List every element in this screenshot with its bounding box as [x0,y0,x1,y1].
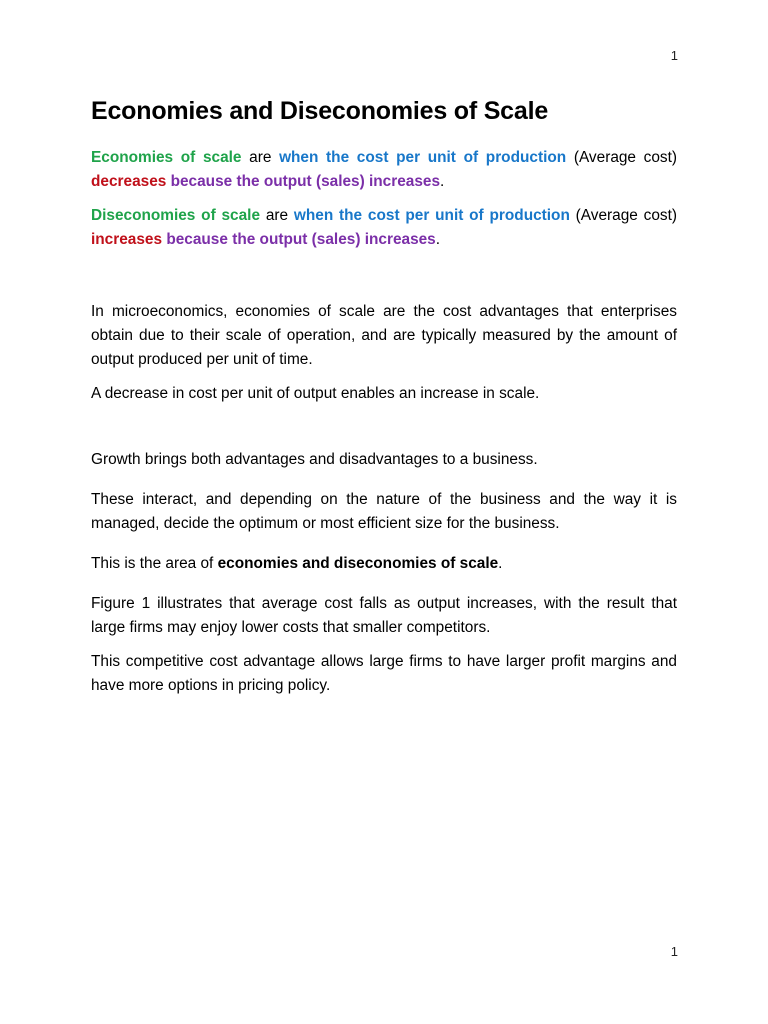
text-average-cost: (Average cost) [569,207,678,224]
text-when-cost: when the cost per unit of production [279,149,567,166]
area-prefix: This is the area of [91,555,218,572]
text-average-cost: (Average cost) [566,149,678,166]
area-suffix: . [498,555,503,572]
page-number-top: 1 [670,48,678,63]
paragraph-figure: Figure 1 illustrates that average cost falls as output increases, with the result that large firms may enjoy lower costs that smaller competitors. [91,595,677,636]
page-content [91,94,677,698]
text-direction-decreases: decreases [91,173,167,190]
text-period: . [440,173,445,190]
spacer [91,406,677,448]
paragraph-microeconomics: In microeconomics, economies of scale are the cost advantages that enterprises obtain due to their scale of operation, and are typically measured by the amount of output produced per unit of time. [91,303,677,368]
paragraph-growth: Growth brings both advantages and disadvantages to a business. [91,451,538,468]
term-diseconomies: Diseconomies of scale [91,207,261,224]
text-because-output: because the output (sales) increases [170,173,441,190]
paragraph-decrease: A decrease in cost per unit of output enables an increase in scale. [91,385,540,402]
spacer [91,262,677,300]
definition-economies [91,146,677,194]
paragraph-competitive: This competitive cost advantage allows large firms to have larger profit margins and have more options in pricing policy. [91,653,677,694]
definition-diseconomies [91,204,677,252]
paragraph-area [91,552,677,576]
page-title: Economies and Diseconomies of Scale [91,97,549,125]
text-when-cost: when the cost per unit of production [293,207,570,224]
text-because-output: because the output (sales) increases [166,231,436,248]
text-period: . [435,231,441,248]
text-are: are [241,149,280,166]
page-number-bottom: 1 [670,944,678,959]
area-bold-term: economies and diseconomies of scale [217,555,499,572]
term-economies: Economies of scale [91,149,242,166]
text-direction-increases: increases [91,231,163,248]
text-are: are [260,207,294,224]
paragraph-interact: These interact, and depending on the nature of the business and the way it is managed, decide the optimum or most efficient size for the business. [91,491,677,532]
